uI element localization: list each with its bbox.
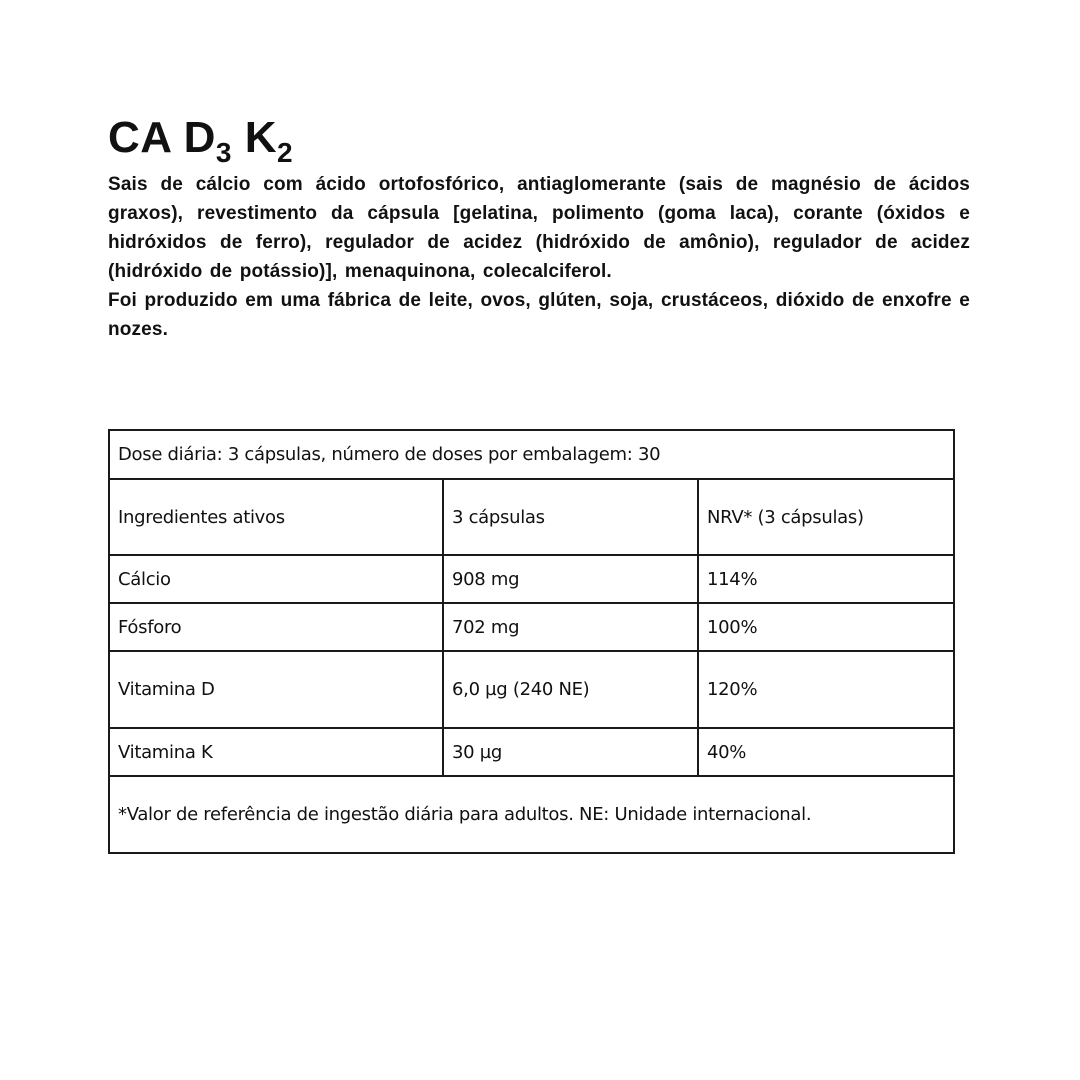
title-k: K: [232, 113, 277, 162]
footnote-row: [109, 776, 954, 853]
amount-cell: 908 mg: [443, 555, 698, 603]
ingredients-block: [108, 170, 970, 344]
header-nrv: NRV* (3 cápsulas): [698, 479, 954, 555]
amount-cell: 30 µg: [443, 728, 698, 776]
footnote-cell: *Valor de referência de ingestão diária para adultos. NE: Unidade internacional.: [109, 776, 954, 853]
title-subscript-2: 2: [277, 137, 294, 168]
ingredient-cell: Vitamina D: [109, 651, 443, 728]
table-row: [109, 555, 954, 603]
dose-row: [109, 430, 954, 479]
amount-cell: 6,0 µg (240 NE): [443, 651, 698, 728]
dose-cell: Dose diária: 3 cápsulas, número de doses por embalagem: 30: [109, 430, 954, 479]
table-row: [109, 728, 954, 776]
ingredient-cell: Cálcio: [109, 555, 443, 603]
title-main: CA D: [108, 113, 216, 162]
header-amount: 3 cápsulas: [443, 479, 698, 555]
header-ingredient: Ingredientes ativos: [109, 479, 443, 555]
nrv-cell: 40%: [698, 728, 954, 776]
nrv-cell: 114%: [698, 555, 954, 603]
amount-cell: 702 mg: [443, 603, 698, 651]
table-row: [109, 651, 954, 728]
ingredients-text: Sais de cálcio com ácido ortofosfórico, antiaglomerante (sais de magnésio de ácidos graxos), revestimento da cápsula [gelatina, polimento (goma laca), corante (óxidos e hidróxidos de ferro), regulador de acidez (hidróxido de amônio), regulador de acidez (hidróxido de potássio)], menaquinona, colecalciferol.: [108, 174, 970, 282]
product-title: [108, 112, 294, 168]
ingredient-cell: Fósforo: [109, 603, 443, 651]
table-row: [109, 603, 954, 651]
ingredient-cell: Vitamina K: [109, 728, 443, 776]
nrv-cell: 120%: [698, 651, 954, 728]
title-subscript-3: 3: [215, 137, 232, 168]
nutrition-table: [108, 429, 955, 854]
allergen-text: Foi produzido em uma fábrica de leite, ovos, glúten, soja, crustáceos, dióxido de enxofre e nozes.: [108, 290, 970, 340]
nrv-cell: 100%: [698, 603, 954, 651]
header-row: [109, 479, 954, 555]
